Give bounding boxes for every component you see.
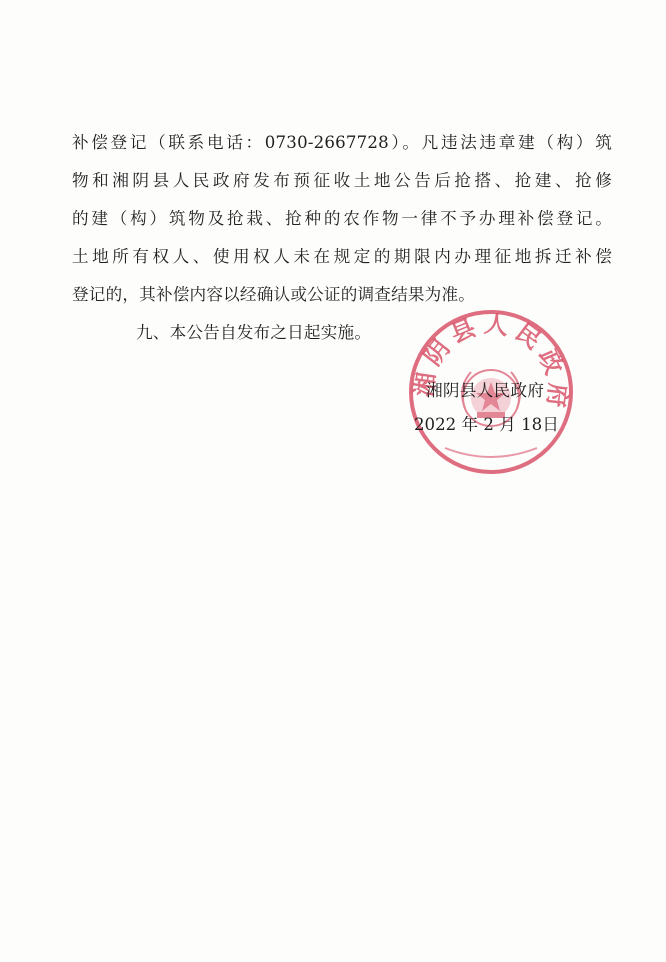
body-line-2: 物和湘阴县人民政府发布预征收土地公告后抢搭、抢建、抢修 bbox=[72, 171, 612, 190]
signature-block bbox=[414, 374, 572, 442]
body-line-1: 补偿登记（联系电话：0730-2667728）。凡违法违章建（构）筑 bbox=[72, 133, 612, 152]
signature-organization: 湘阴县人民政府 bbox=[426, 381, 545, 400]
body-line-5: 登记的，其补偿内容以经确认或公证的调查结果为准。 bbox=[72, 285, 476, 304]
clause-nine: 九、本公告自发布之日起实施。 bbox=[136, 323, 372, 342]
body-line-3: 的建（构）筑物及抢栽、抢种的农作物一律不予办理补偿登记。 bbox=[72, 209, 612, 228]
body-line-4: 土地所有权人、使用权人未在规定的期限内办理征地拆迁补偿 bbox=[72, 247, 612, 266]
svg-text:湘阴县人民政府: 湘阴县人民政府 bbox=[409, 309, 573, 415]
signature-date: 2022 年 2 月 18日 bbox=[414, 415, 559, 434]
